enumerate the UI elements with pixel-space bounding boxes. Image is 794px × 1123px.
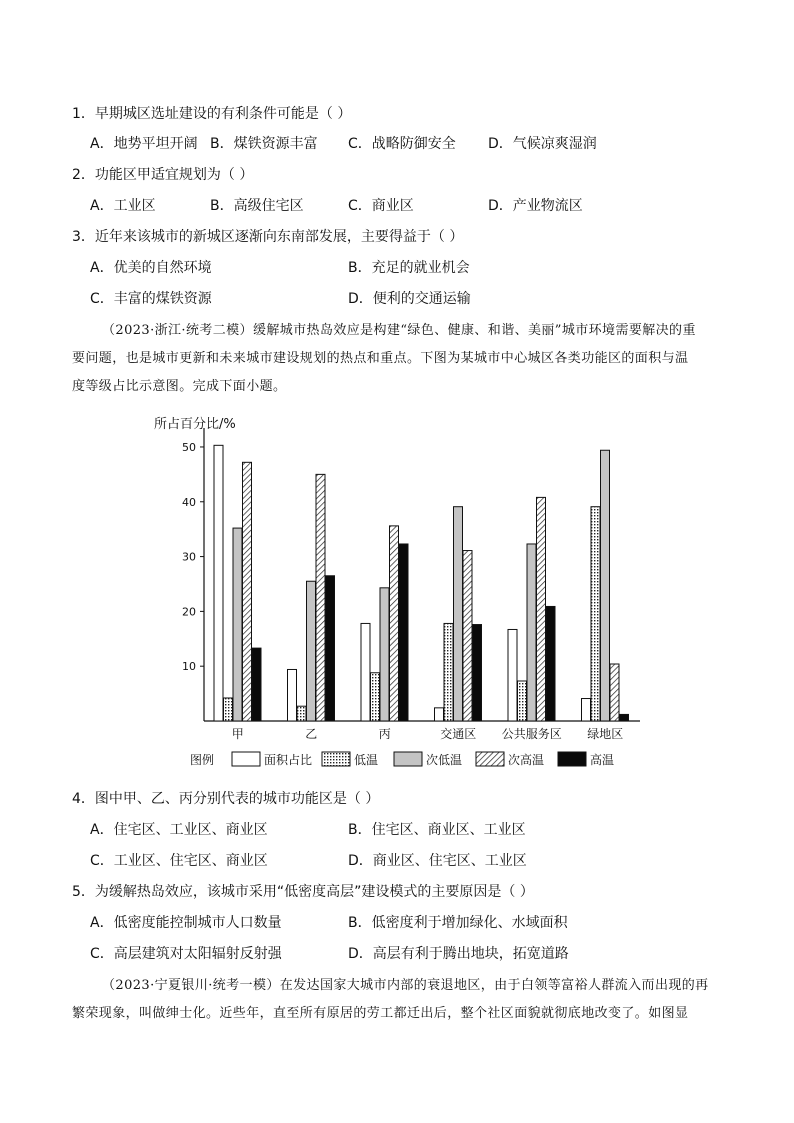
bar (537, 497, 546, 721)
question-2-stem: 2．功能区甲适宜规划为（ ） (72, 167, 254, 183)
q1-option-c: C．战略防御安全 (348, 136, 456, 152)
q5-option-d: D．高层有利于腾出地块，拓宽道路 (348, 946, 569, 962)
q4-option-b: B．住宅区、商业区、工业区 (348, 822, 526, 838)
legend-swatch (394, 752, 422, 766)
y-tick-label: 50 (182, 440, 196, 454)
y-axis-label: 所占百分比/% (154, 417, 236, 432)
bar (288, 669, 297, 721)
legend-swatch (558, 752, 586, 766)
bar (444, 623, 453, 721)
q2-option-b: B．高级住宅区 (210, 198, 304, 214)
y-tick-label: 20 (182, 605, 196, 619)
paragraph-line: 度等级占比示意图。完成下面小题。 (72, 379, 287, 394)
bar (527, 544, 536, 721)
bar (252, 648, 261, 721)
paragraph-line: （2023·宁夏银川·统考一模）在发达国家大城市内部的衰退地区，由于白领等富裕人群流入而出现的再 (102, 978, 709, 993)
q5-option-c: C．高层建筑对太阳辐射反射强 (90, 946, 282, 962)
q3-option-c: C．丰富的煤铁资源 (90, 291, 212, 307)
bar (316, 474, 325, 721)
legend-swatch (476, 752, 504, 766)
legend-label: 次低温 (426, 753, 463, 767)
q1-option-d: D．气候凉爽湿润 (488, 136, 597, 152)
category-label: 公共服务区 (501, 727, 562, 741)
paragraph-line: （2023·浙江·统考二模）缓解城市热岛效应是构建“绿色、健康、和谐、美丽”城市环境需要解决的重 (102, 323, 696, 338)
bar (243, 462, 252, 721)
bar (371, 673, 380, 721)
q2-option-d: D．产业物流区 (488, 198, 583, 214)
q2-option-a: A．工业区 (90, 198, 156, 214)
bar (546, 606, 555, 721)
legend-label: 次高温 (508, 753, 545, 767)
q1-option-b: B．煤铁资源丰富 (210, 136, 318, 152)
bar (326, 576, 335, 721)
intro-paragraph-zhejiang (72, 317, 722, 401)
q4-option-d: D．商业区、住宅区、工业区 (348, 853, 527, 869)
bar (454, 507, 463, 721)
bar (601, 450, 610, 721)
bar (307, 581, 316, 721)
bar (591, 507, 600, 721)
bar (610, 664, 619, 721)
bar (518, 681, 527, 721)
legend-label: 面积占比 (264, 753, 313, 767)
q5-option-b: B．低密度利于增加绿化、水域面积 (348, 915, 568, 931)
question-1-stem: 1．早期城区选址建设的有利条件可能是（ ） (72, 106, 352, 122)
bar (620, 714, 629, 721)
legend-swatch (322, 752, 350, 766)
q4-option-c: C．工业区、住宅区、商业区 (90, 853, 268, 869)
q3-option-a: A．优美的自然环境 (90, 260, 212, 276)
category-label: 甲 (231, 727, 244, 741)
bar (399, 544, 408, 721)
bar (233, 528, 242, 721)
question-3-stem: 3．近年来该城市的新城区逐渐向东南部发展，主要得益于（ ） (72, 229, 464, 245)
paragraph-line: 繁荣现象，叫做绅士化。近些年，直至所有原居的劳工都迁出后，整个社区面貌就彻底地改变了。如图显 (72, 1006, 689, 1021)
bar (297, 706, 306, 721)
y-tick-label: 30 (182, 550, 196, 564)
q5-option-a: A．低密度能控制城市人口数量 (90, 915, 282, 931)
q4-option-a: A．住宅区、工业区、商业区 (90, 822, 268, 838)
legend-label: 低温 (354, 753, 379, 767)
y-tick-label: 10 (182, 660, 196, 674)
question-4-stem: 4．图中甲、乙、丙分别代表的城市功能区是（ ） (72, 791, 380, 807)
paragraph-line: 要问题，也是城市更新和未来城市建设规划的热点和重点。下图为某城市中心城区各类功能区的面积与温 (72, 351, 689, 366)
bar (473, 625, 482, 721)
q3-option-b: B．充足的就业机会 (348, 260, 470, 276)
bar (463, 551, 472, 721)
legend-swatch (232, 752, 260, 766)
legend-label: 高温 (590, 753, 615, 767)
y-tick-label: 40 (182, 495, 196, 509)
bar (390, 526, 399, 721)
category-label: 丙 (378, 727, 391, 741)
bar (508, 629, 517, 721)
temperature-area-bar-chart (150, 410, 640, 770)
q1-option-a: A．地势平坦开阔 (90, 136, 198, 152)
category-label: 绿地区 (587, 727, 624, 741)
bar (380, 588, 389, 721)
bar (361, 623, 370, 721)
bar (582, 699, 591, 721)
q2-option-c: C．商业区 (348, 198, 414, 214)
question-5-stem: 5．为缓解热岛效应，该城市采用“低密度高层”建设模式的主要原因是（ ） (72, 884, 534, 900)
q3-option-d: D．便利的交通运输 (348, 291, 471, 307)
category-label: 乙 (305, 727, 318, 741)
bar (224, 698, 233, 721)
category-label: 交通区 (440, 727, 477, 741)
legend-title: 图例 (190, 753, 215, 767)
intro-paragraph-ningxia (72, 972, 722, 1028)
bar (435, 708, 444, 721)
bar (214, 445, 223, 721)
